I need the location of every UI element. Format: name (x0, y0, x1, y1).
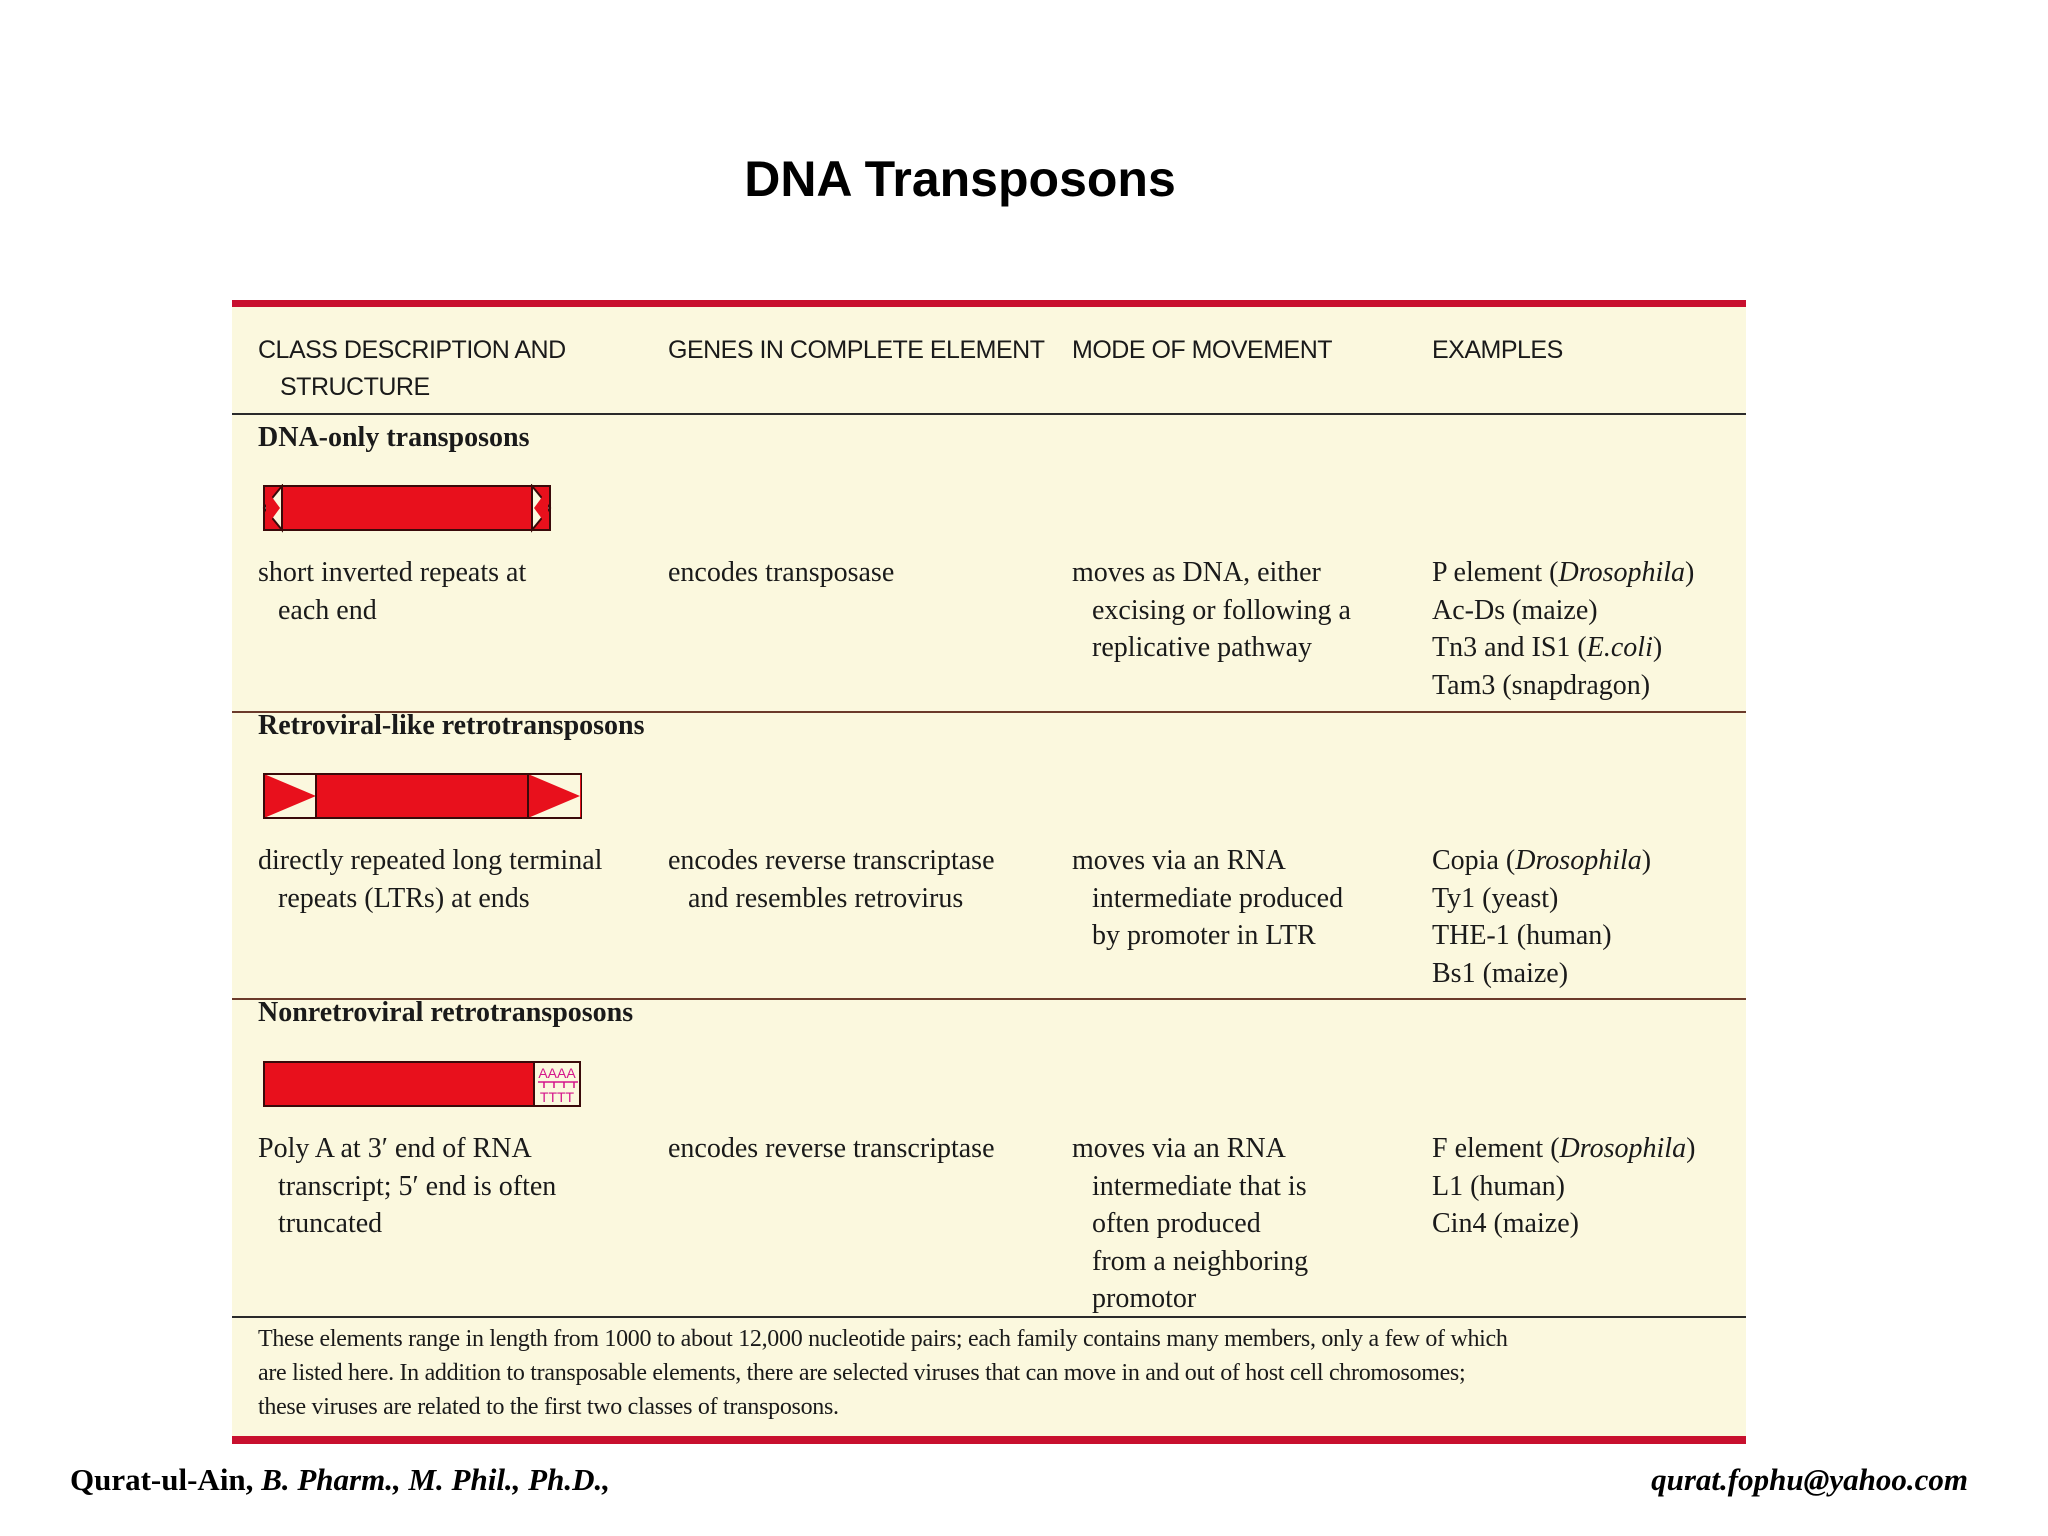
row3-genes: encodes reverse transcriptase (668, 1133, 995, 1164)
dna-only-element-diagram (262, 484, 562, 536)
row2-examples: Copia (Drosophila) Ty1 (yeast) THE-1 (human) Bs1 (maize) (1432, 845, 1652, 989)
section-title-nonretroviral: Nonretroviral retrotransposons (258, 997, 634, 1028)
row3-structure: Poly A at 3′ end of RNA transcript; 5′ end is often truncated (258, 1133, 557, 1239)
header-mode-of-movement: MODE OF MOVEMENT (1072, 336, 1333, 364)
row2-structure: directly repeated long terminal repeats (LTRs) at ends (258, 845, 603, 914)
section-title-dna-only: DNA-only transposons (258, 422, 530, 453)
row3-examples: F element (Drosophila) L1 (human) Cin4 (maize) (1432, 1133, 1696, 1239)
retroviral-like-element-diagram (262, 772, 582, 824)
table-footnote: These elements range in length from 1000 to about 12,000 nucleotide pairs; each family contains many members, only a few of which are listed here. In addition to transposable elements, there are selected viruses that can move in and out of host cell chromosomes; these viruses are related to the first two classes of transposons. (258, 1326, 1508, 1420)
row2-movement: moves via an RNA intermediate produced by promoter in LTR (1072, 845, 1344, 951)
author-email: qurat.fophu@yahoo.com (1651, 1462, 1968, 1497)
section-title-retroviral-like: Retroviral-like retrotransposons (258, 710, 645, 741)
transposon-table (232, 300, 1746, 1444)
row1-structure: short inverted repeats at each end (258, 557, 527, 626)
table-top-rule (232, 300, 1746, 307)
polyt-label: TTTT (539, 1089, 575, 1105)
polya-label: AAAA (538, 1065, 576, 1081)
author-credit: Qurat-ul-Ain, B. Pharm., M. Phil., Ph.D., (70, 1462, 610, 1497)
row1-movement: moves as DNA, either excising or following a replicative pathway (1072, 557, 1351, 663)
header-genes: GENES IN COMPLETE ELEMENT (668, 336, 1045, 364)
header-examples: EXAMPLES (1432, 336, 1563, 364)
slide-title: DNA Transposons (744, 151, 1176, 207)
header-class-description: CLASS DESCRIPTION AND STRUCTURE (258, 336, 566, 401)
row3-movement: moves via an RNA intermediate that is often produced from a neighboring promotor (1072, 1133, 1309, 1314)
row1-genes: encodes transposase (668, 557, 895, 588)
row1-examples: P element (Drosophila) Ac-Ds (maize) Tn3 and IS1 (E.coli) Tam3 (snapdragon) (1432, 557, 1695, 701)
table-bottom-rule (232, 1436, 1746, 1444)
nonretroviral-element-diagram (262, 1060, 582, 1112)
footnote-divider (232, 1316, 1746, 1318)
row2-genes: encodes reverse transcriptase and resembles retrovirus (668, 845, 995, 914)
header-divider (232, 413, 1746, 415)
